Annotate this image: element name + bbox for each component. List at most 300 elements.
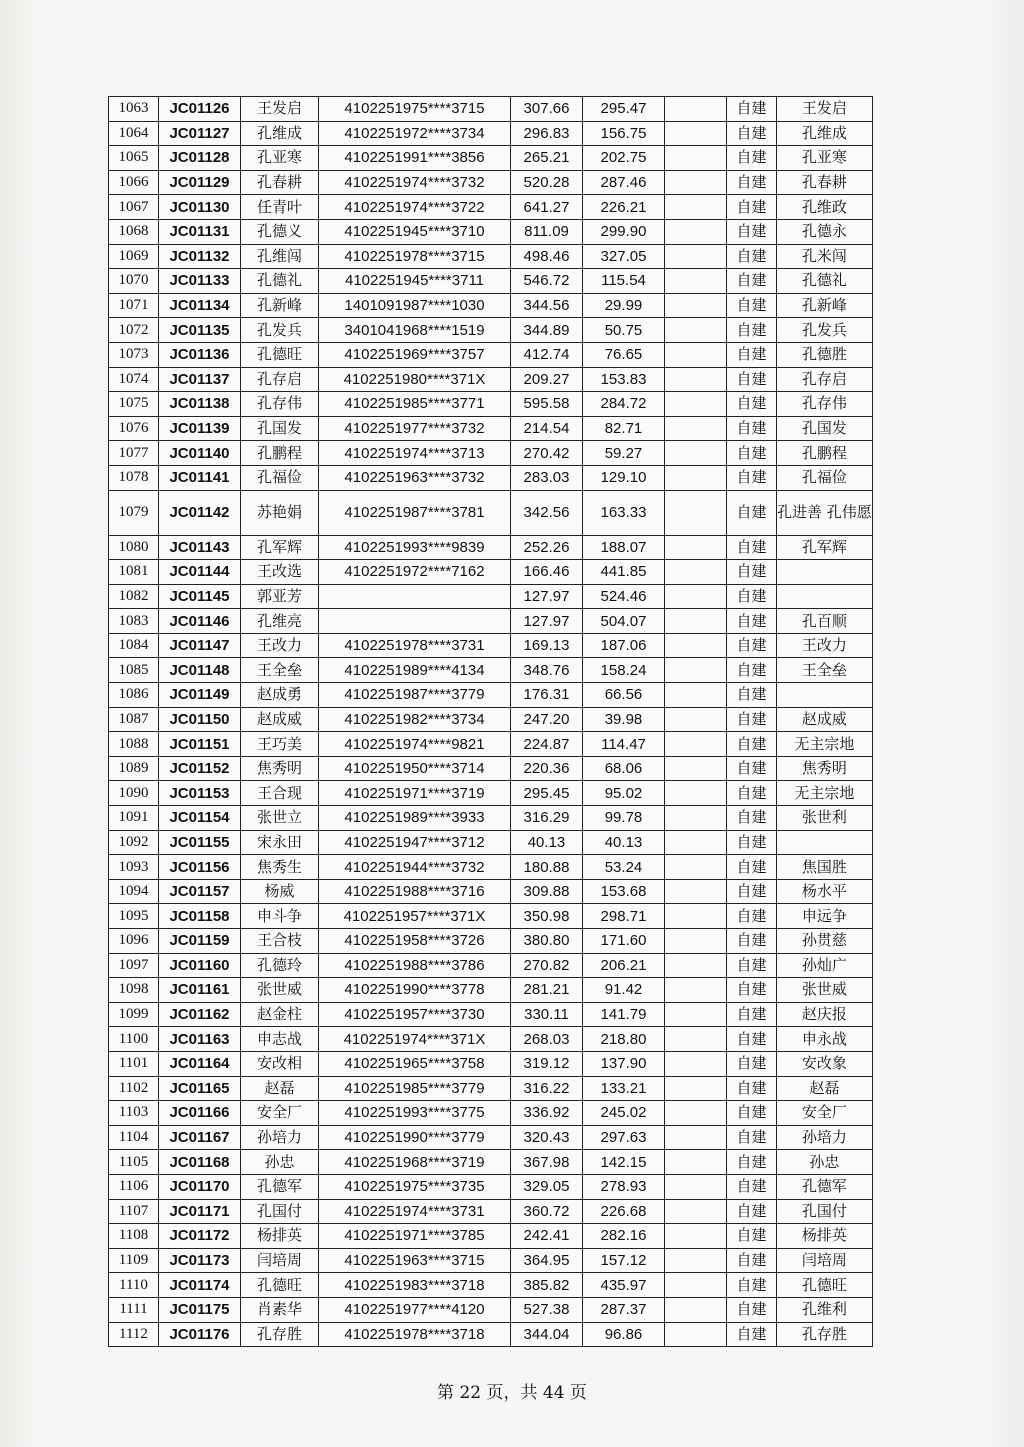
row-area-1: 342.56 [511, 490, 583, 535]
row-name: 孔维闯 [241, 244, 319, 269]
row-type: 自建 [727, 806, 777, 831]
row-name: 苏艳娟 [241, 490, 319, 535]
row-area-2: 435.97 [583, 1273, 665, 1298]
row-blank [665, 683, 727, 708]
row-name: 孙忠 [241, 1150, 319, 1175]
row-type: 自建 [727, 683, 777, 708]
row-seq: 1109 [109, 1248, 159, 1273]
row-area-2: 218.80 [583, 1027, 665, 1052]
row-seq: 1103 [109, 1101, 159, 1126]
row-type: 自建 [727, 633, 777, 658]
row-owner: 孙培力 [777, 1125, 873, 1150]
row-blank [665, 1273, 727, 1298]
row-area-1: 270.82 [511, 953, 583, 978]
row-id-number: 4102251985****3771 [319, 392, 511, 417]
row-area-2: 40.13 [583, 830, 665, 855]
row-seq: 1083 [109, 609, 159, 634]
row-area-1: 641.27 [511, 195, 583, 220]
row-area-1: 546.72 [511, 269, 583, 294]
row-name: 孔存伟 [241, 392, 319, 417]
row-type: 自建 [727, 609, 777, 634]
table-row [109, 1273, 873, 1298]
row-blank [665, 633, 727, 658]
row-seq: 1069 [109, 244, 159, 269]
row-area-1: 270.42 [511, 441, 583, 466]
row-code: JC01173 [159, 1248, 241, 1273]
row-seq: 1096 [109, 929, 159, 954]
row-name: 王发启 [241, 97, 319, 122]
row-id-number: 4102251974****9821 [319, 732, 511, 757]
row-type: 自建 [727, 219, 777, 244]
row-code: JC01159 [159, 929, 241, 954]
table-row [109, 830, 873, 855]
table-row [109, 1027, 873, 1052]
row-seq: 1071 [109, 293, 159, 318]
row-name: 焦秀生 [241, 855, 319, 880]
row-id-number: 4102251983****3718 [319, 1273, 511, 1298]
row-id-number: 4102251974****3722 [319, 195, 511, 220]
row-area-2: 50.75 [583, 318, 665, 343]
table-row [109, 1101, 873, 1126]
row-type: 自建 [727, 1248, 777, 1273]
table-row [109, 806, 873, 831]
row-name: 赵成威 [241, 707, 319, 732]
row-area-2: 284.72 [583, 392, 665, 417]
row-area-1: 498.46 [511, 244, 583, 269]
row-owner: 孔德胜 [777, 342, 873, 367]
row-type: 自建 [727, 658, 777, 683]
table-row [109, 293, 873, 318]
row-name: 安全厂 [241, 1101, 319, 1126]
row-id-number: 4102251987****3779 [319, 683, 511, 708]
row-area-1: 224.87 [511, 732, 583, 757]
row-area-1: 360.72 [511, 1199, 583, 1224]
row-blank [665, 929, 727, 954]
row-owner: 赵磊 [777, 1076, 873, 1101]
row-code: JC01168 [159, 1150, 241, 1175]
row-name: 孔维成 [241, 121, 319, 146]
row-seq: 1104 [109, 1125, 159, 1150]
row-area-2: 163.33 [583, 490, 665, 535]
row-code: JC01143 [159, 535, 241, 560]
row-type: 自建 [727, 416, 777, 441]
row-owner: 孔国付 [777, 1199, 873, 1224]
row-owner: 杨排英 [777, 1224, 873, 1249]
row-owner: 孙忠 [777, 1150, 873, 1175]
table-row [109, 465, 873, 490]
row-code: JC01153 [159, 781, 241, 806]
table-row [109, 1051, 873, 1076]
row-id-number: 4102251978****3731 [319, 633, 511, 658]
row-area-1: 316.22 [511, 1076, 583, 1101]
row-owner: 无主宗地 [777, 732, 873, 757]
row-area-1: 209.27 [511, 367, 583, 392]
row-area-1: 309.88 [511, 879, 583, 904]
row-owner: 孔春耕 [777, 170, 873, 195]
row-id-number: 3401041968****1519 [319, 318, 511, 343]
row-area-1: 127.97 [511, 609, 583, 634]
row-name: 孔德旺 [241, 342, 319, 367]
row-code: JC01127 [159, 121, 241, 146]
row-name: 孔德军 [241, 1174, 319, 1199]
table-row [109, 219, 873, 244]
row-area-1: 242.41 [511, 1224, 583, 1249]
row-type: 自建 [727, 146, 777, 171]
row-area-1: 214.54 [511, 416, 583, 441]
row-type: 自建 [727, 342, 777, 367]
row-seq: 1092 [109, 830, 159, 855]
table-row [109, 756, 873, 781]
row-type: 自建 [727, 1224, 777, 1249]
row-type: 自建 [727, 756, 777, 781]
row-seq: 1079 [109, 490, 159, 535]
row-area-1: 520.28 [511, 170, 583, 195]
row-seq: 1112 [109, 1322, 159, 1347]
row-code: JC01131 [159, 219, 241, 244]
row-type: 自建 [727, 269, 777, 294]
row-owner: 王改力 [777, 633, 873, 658]
row-type: 自建 [727, 441, 777, 466]
table-row [109, 732, 873, 757]
row-code: JC01170 [159, 1174, 241, 1199]
row-name: 王合现 [241, 781, 319, 806]
table-row [109, 1224, 873, 1249]
row-seq: 1102 [109, 1076, 159, 1101]
row-area-2: 157.12 [583, 1248, 665, 1273]
row-area-2: 91.42 [583, 978, 665, 1003]
row-code: JC01156 [159, 855, 241, 880]
row-id-number: 4102251987****3781 [319, 490, 511, 535]
row-area-2: 82.71 [583, 416, 665, 441]
row-name: 孔发兵 [241, 318, 319, 343]
row-id-number: 4102251972****3734 [319, 121, 511, 146]
row-area-2: 153.68 [583, 879, 665, 904]
row-area-1: 316.29 [511, 806, 583, 831]
row-code: JC01142 [159, 490, 241, 535]
row-owner [777, 683, 873, 708]
row-area-1: 385.82 [511, 1273, 583, 1298]
row-owner: 焦国胜 [777, 855, 873, 880]
row-area-1: 307.66 [511, 97, 583, 122]
row-name: 孔春耕 [241, 170, 319, 195]
row-area-2: 287.37 [583, 1297, 665, 1322]
row-name: 孔国付 [241, 1199, 319, 1224]
row-owner: 孔德礼 [777, 269, 873, 294]
row-seq: 1074 [109, 367, 159, 392]
row-name: 宋永田 [241, 830, 319, 855]
row-code: JC01136 [159, 342, 241, 367]
table-row [109, 318, 873, 343]
row-code: JC01133 [159, 269, 241, 294]
row-type: 自建 [727, 584, 777, 609]
row-area-2: 129.10 [583, 465, 665, 490]
row-area-1: 320.43 [511, 1125, 583, 1150]
row-type: 自建 [727, 1051, 777, 1076]
row-code: JC01155 [159, 830, 241, 855]
row-area-1: 265.21 [511, 146, 583, 171]
row-name: 孔国发 [241, 416, 319, 441]
row-type: 自建 [727, 732, 777, 757]
row-seq: 1080 [109, 535, 159, 560]
row-area-2: 226.68 [583, 1199, 665, 1224]
row-area-2: 66.56 [583, 683, 665, 708]
row-type: 自建 [727, 1297, 777, 1322]
row-code: JC01146 [159, 609, 241, 634]
row-owner: 张世利 [777, 806, 873, 831]
row-area-1: 40.13 [511, 830, 583, 855]
row-blank [665, 1199, 727, 1224]
row-code: JC01167 [159, 1125, 241, 1150]
row-code: JC01145 [159, 584, 241, 609]
table-row [109, 441, 873, 466]
row-type: 自建 [727, 195, 777, 220]
row-area-1: 127.97 [511, 584, 583, 609]
row-type: 自建 [727, 781, 777, 806]
row-area-1: 169.13 [511, 633, 583, 658]
row-area-1: 344.56 [511, 293, 583, 318]
row-seq: 1073 [109, 342, 159, 367]
row-blank [665, 416, 727, 441]
row-blank [665, 781, 727, 806]
row-blank [665, 535, 727, 560]
row-blank [665, 806, 727, 831]
row-area-1: 350.98 [511, 904, 583, 929]
row-type: 自建 [727, 1199, 777, 1224]
table-row [109, 146, 873, 171]
row-blank [665, 1297, 727, 1322]
row-type: 自建 [727, 1125, 777, 1150]
row-type: 自建 [727, 244, 777, 269]
row-name: 孔德礼 [241, 269, 319, 294]
row-blank [665, 244, 727, 269]
table-row [109, 195, 873, 220]
row-code: JC01150 [159, 707, 241, 732]
row-area-2: 504.07 [583, 609, 665, 634]
row-blank [665, 170, 727, 195]
row-id-number: 4102251993****9839 [319, 535, 511, 560]
row-code: JC01175 [159, 1297, 241, 1322]
row-code: JC01141 [159, 465, 241, 490]
row-seq: 1090 [109, 781, 159, 806]
table-row [109, 416, 873, 441]
row-owner: 申远争 [777, 904, 873, 929]
row-name: 申斗争 [241, 904, 319, 929]
row-id-number: 4102251968****3719 [319, 1150, 511, 1175]
table-row [109, 342, 873, 367]
row-type: 自建 [727, 830, 777, 855]
row-type: 自建 [727, 560, 777, 585]
row-id-number: 4102251957****371X [319, 904, 511, 929]
row-blank [665, 342, 727, 367]
row-owner [777, 560, 873, 585]
row-area-1: 268.03 [511, 1027, 583, 1052]
row-area-2: 206.21 [583, 953, 665, 978]
row-area-1: 296.83 [511, 121, 583, 146]
row-owner: 孔福俭 [777, 465, 873, 490]
row-owner: 孔新峰 [777, 293, 873, 318]
row-owner: 申永战 [777, 1027, 873, 1052]
row-name: 王改选 [241, 560, 319, 585]
row-area-2: 114.47 [583, 732, 665, 757]
row-area-2: 202.75 [583, 146, 665, 171]
row-area-1: 344.89 [511, 318, 583, 343]
row-seq: 1089 [109, 756, 159, 781]
row-blank [665, 392, 727, 417]
page-footer: 第 22 页，共 44 页 [437, 1383, 587, 1403]
row-area-2: 297.63 [583, 1125, 665, 1150]
table-row [109, 269, 873, 294]
row-blank [665, 830, 727, 855]
row-area-1: 319.12 [511, 1051, 583, 1076]
row-id-number: 4102251957****3730 [319, 1002, 511, 1027]
row-id-number: 4102251958****3726 [319, 929, 511, 954]
row-area-1: 283.03 [511, 465, 583, 490]
row-area-1: 595.58 [511, 392, 583, 417]
row-name: 赵金柱 [241, 1002, 319, 1027]
row-code: JC01161 [159, 978, 241, 1003]
row-seq: 1078 [109, 465, 159, 490]
table-row [109, 121, 873, 146]
row-area-2: 29.99 [583, 293, 665, 318]
row-seq: 1081 [109, 560, 159, 585]
row-area-1: 330.11 [511, 1002, 583, 1027]
row-seq: 1097 [109, 953, 159, 978]
row-id-number: 4102251977****3732 [319, 416, 511, 441]
row-name: 孔鹏程 [241, 441, 319, 466]
row-name: 王全垒 [241, 658, 319, 683]
row-blank [665, 1125, 727, 1150]
row-type: 自建 [727, 953, 777, 978]
row-seq: 1068 [109, 219, 159, 244]
row-id-number: 4102251969****3757 [319, 342, 511, 367]
row-id-number: 4102251978****3718 [319, 1322, 511, 1347]
table-row [109, 683, 873, 708]
row-name: 孔德义 [241, 219, 319, 244]
row-name: 王巧美 [241, 732, 319, 757]
row-blank [665, 1002, 727, 1027]
row-id-number: 4102251972****7162 [319, 560, 511, 585]
row-blank [665, 584, 727, 609]
row-area-2: 298.71 [583, 904, 665, 929]
row-id-number [319, 584, 511, 609]
row-area-1: 220.36 [511, 756, 583, 781]
row-name: 闫培周 [241, 1248, 319, 1273]
row-blank [665, 465, 727, 490]
table-row [109, 978, 873, 1003]
row-blank [665, 490, 727, 535]
row-type: 自建 [727, 1076, 777, 1101]
table-row [109, 1248, 873, 1273]
row-seq: 1110 [109, 1273, 159, 1298]
row-name: 杨威 [241, 879, 319, 904]
row-blank [665, 1150, 727, 1175]
row-seq: 1066 [109, 170, 159, 195]
row-blank [665, 121, 727, 146]
table-row [109, 584, 873, 609]
row-id-number: 4102251971****3719 [319, 781, 511, 806]
row-owner: 孔德永 [777, 219, 873, 244]
row-seq: 1067 [109, 195, 159, 220]
row-owner: 孔德军 [777, 1174, 873, 1199]
row-type: 自建 [727, 1027, 777, 1052]
row-seq: 1107 [109, 1199, 159, 1224]
row-area-2: 99.78 [583, 806, 665, 831]
table-row [109, 1125, 873, 1150]
row-blank [665, 1322, 727, 1347]
row-area-1: 344.04 [511, 1322, 583, 1347]
row-owner: 孙贯慈 [777, 929, 873, 954]
row-blank [665, 732, 727, 757]
row-area-1: 295.45 [511, 781, 583, 806]
row-type: 自建 [727, 293, 777, 318]
row-seq: 1072 [109, 318, 159, 343]
row-name: 孔亚寒 [241, 146, 319, 171]
row-code: JC01140 [159, 441, 241, 466]
row-area-1: 166.46 [511, 560, 583, 585]
row-id-number: 4102251974****3731 [319, 1199, 511, 1224]
table-row [109, 855, 873, 880]
row-owner: 孔百顺 [777, 609, 873, 634]
row-seq: 1091 [109, 806, 159, 831]
row-id-number: 4102251965****3758 [319, 1051, 511, 1076]
row-id-number: 4102251991****3856 [319, 146, 511, 171]
row-owner: 孔军辉 [777, 535, 873, 560]
table-row [109, 707, 873, 732]
row-id-number: 4102251993****3775 [319, 1101, 511, 1126]
row-blank [665, 1051, 727, 1076]
row-code: JC01157 [159, 879, 241, 904]
row-owner: 安改象 [777, 1051, 873, 1076]
row-owner: 孔国发 [777, 416, 873, 441]
row-blank [665, 318, 727, 343]
row-blank [665, 1224, 727, 1249]
row-area-2: 133.21 [583, 1076, 665, 1101]
row-blank [665, 609, 727, 634]
table-row [109, 1174, 873, 1199]
row-name: 孔维亮 [241, 609, 319, 634]
row-area-2: 287.46 [583, 170, 665, 195]
records-body [109, 97, 873, 1347]
row-type: 自建 [727, 1273, 777, 1298]
row-blank [665, 97, 727, 122]
row-owner: 孔德旺 [777, 1273, 873, 1298]
row-area-2: 278.93 [583, 1174, 665, 1199]
row-seq: 1084 [109, 633, 159, 658]
row-id-number: 4102251978****3715 [319, 244, 511, 269]
row-code: JC01128 [159, 146, 241, 171]
row-owner: 孔进善 孔伟愿 [777, 490, 873, 535]
row-owner: 焦秀明 [777, 756, 873, 781]
table-row [109, 879, 873, 904]
row-name: 孙培力 [241, 1125, 319, 1150]
table-row [109, 170, 873, 195]
row-seq: 1099 [109, 1002, 159, 1027]
row-blank [665, 1027, 727, 1052]
row-owner: 孔维成 [777, 121, 873, 146]
row-name: 孔存胜 [241, 1322, 319, 1347]
row-type: 自建 [727, 465, 777, 490]
row-blank [665, 367, 727, 392]
row-id-number: 4102251945****3710 [319, 219, 511, 244]
row-code: JC01147 [159, 633, 241, 658]
row-area-2: 96.86 [583, 1322, 665, 1347]
row-seq: 1086 [109, 683, 159, 708]
row-owner: 无主宗地 [777, 781, 873, 806]
row-owner: 杨水平 [777, 879, 873, 904]
table-row [109, 244, 873, 269]
row-type: 自建 [727, 367, 777, 392]
row-name: 郭亚芳 [241, 584, 319, 609]
